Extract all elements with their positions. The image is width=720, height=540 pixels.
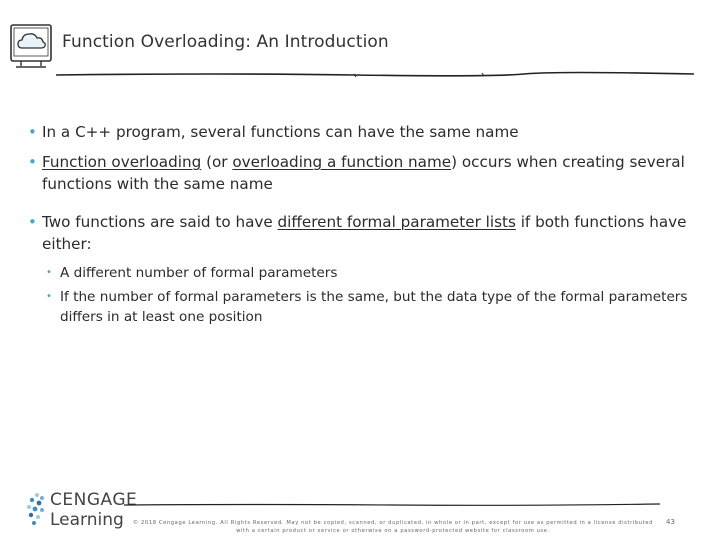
sub-bullet-marker: • bbox=[46, 291, 52, 302]
bullet-text: if both functions have either: bbox=[42, 213, 687, 253]
bullet-text: Two functions are said to have bbox=[42, 213, 278, 231]
bullet-marker: • bbox=[28, 213, 37, 231]
bullet-item bbox=[28, 151, 704, 195]
logo-text-cengage: CENGAGE bbox=[50, 490, 138, 510]
sub-bullet-item bbox=[28, 263, 704, 283]
sub-bullet-text: A different number of formal parameters bbox=[60, 265, 338, 281]
logo-text-learning: Learning bbox=[50, 510, 124, 530]
page-title: Function Overloading: An Introduction bbox=[62, 32, 389, 52]
underlined-term: Function overloading bbox=[42, 153, 202, 171]
bullet-text: ) occurs when creating several functions with the same name bbox=[42, 153, 685, 193]
page-number: 43 bbox=[666, 518, 675, 526]
underlined-term: different formal parameter lists bbox=[277, 213, 516, 231]
sub-bullet-item bbox=[28, 287, 704, 327]
bullet-item bbox=[28, 211, 704, 255]
footer-divider bbox=[122, 500, 662, 510]
bullet-text: In a C++ program, several functions can have the same name bbox=[42, 123, 519, 141]
bullet-item bbox=[28, 121, 704, 143]
bullet-marker: • bbox=[28, 123, 37, 141]
cengage-logo bbox=[24, 488, 138, 534]
bullet-list bbox=[28, 121, 704, 327]
bullet-text: (or bbox=[201, 153, 233, 171]
bullet-marker: • bbox=[28, 153, 37, 171]
cloud-computer-icon bbox=[8, 22, 56, 72]
title-divider bbox=[54, 68, 696, 82]
underlined-term: overloading a function name bbox=[232, 153, 452, 171]
sub-bullet-text: If the number of formal parameters is the same, but the data type of the formal parameters differs in at least one position bbox=[60, 289, 688, 325]
logo-mark-icon bbox=[24, 492, 48, 528]
sub-bullet-marker: • bbox=[46, 267, 52, 278]
copyright-notice: © 2018 Cengage Learning. All Rights Reserved. May not be copied, scanned, or duplicated, in whole or in part, except for use as permitted in a license distributed with a certain product or service or otherwise on a password-protected website for classroom use. bbox=[133, 520, 653, 534]
